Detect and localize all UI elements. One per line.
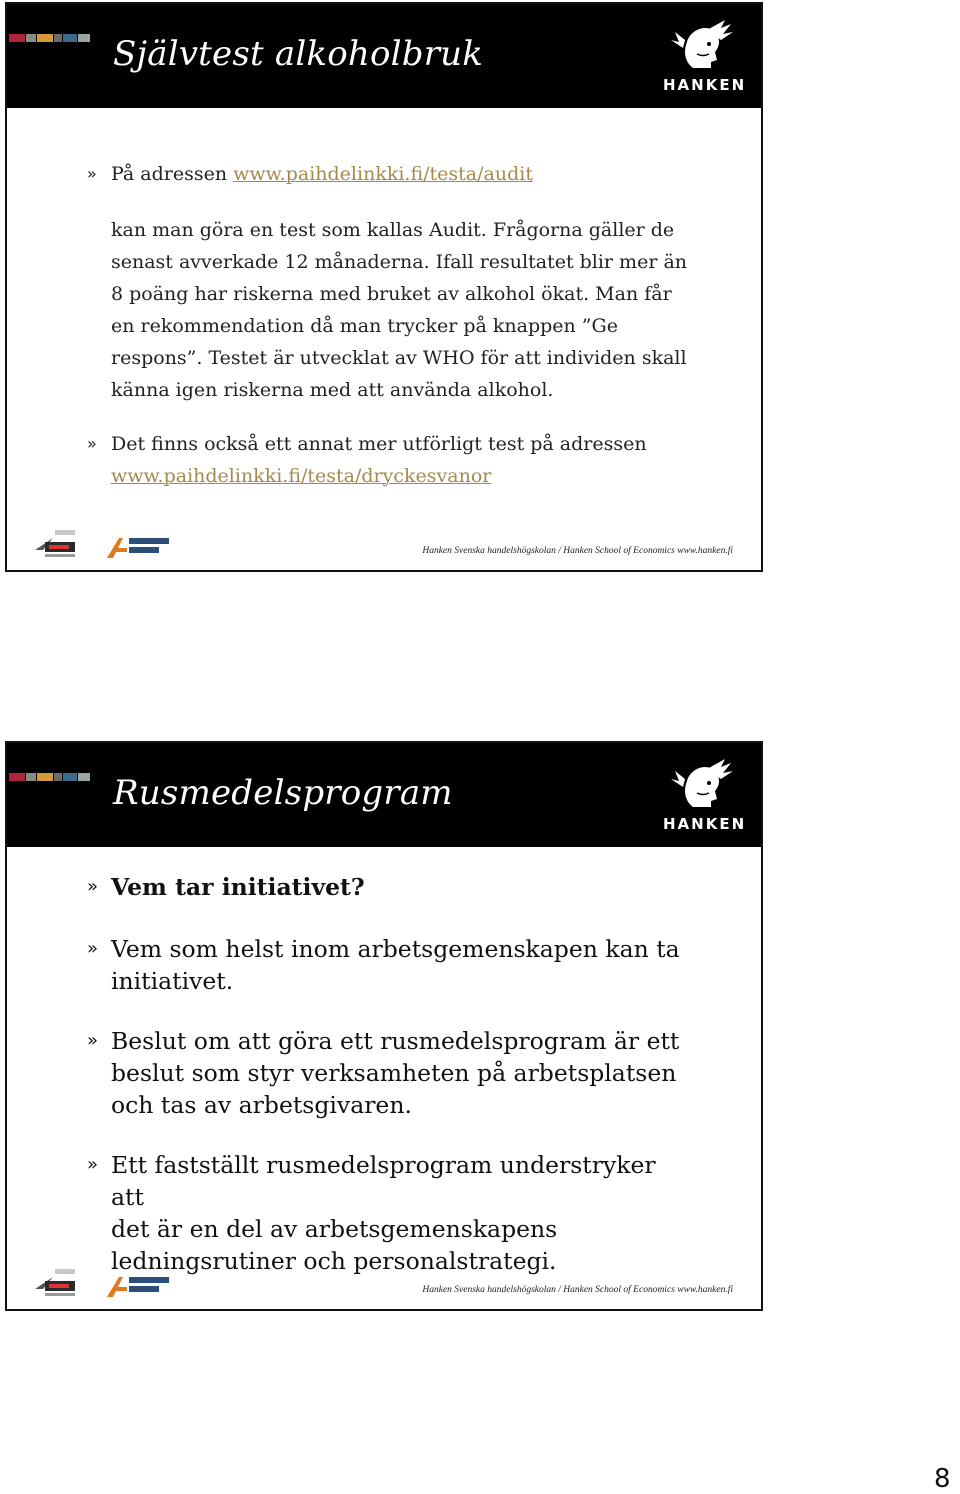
slide-body [7, 847, 761, 1309]
audit-paragraph [87, 214, 687, 406]
slide-self-test [5, 2, 763, 572]
bullet-prefix: På adressen [111, 163, 234, 185]
bullet-glyph: » [87, 876, 99, 897]
bullet-initiative [87, 933, 687, 997]
bullet-audit [87, 158, 687, 190]
audit-link[interactable]: www.paihdelinkki.fi/testa/audit [233, 163, 533, 185]
bullet-line: beslut som styr verksamheten på arbetsplatsen [111, 1059, 677, 1087]
equis-accreditation-icon [33, 528, 81, 564]
slide-body [7, 108, 761, 570]
paragraph-line: kan man göra en test som kallas Audit. Frågorna gäller de [111, 219, 675, 241]
amba-accreditation-icon [105, 534, 173, 560]
bullet-line: Vem som helst inom arbetsgemenskapen kan ta [111, 935, 680, 963]
equis-accreditation-icon [33, 1267, 81, 1303]
slide-title: Rusmedelsprogram [113, 773, 453, 813]
bullet-line: Ett fastställt rusmedelsprogram understryker att [111, 1151, 656, 1211]
color-strip [9, 773, 91, 781]
slide-rusmedelsprogram [5, 741, 763, 1311]
page-number: 8 [934, 1464, 951, 1494]
dryckesvanor-link[interactable]: www.paihdelinkki.fi/testa/dryckesvanor [111, 465, 492, 487]
bullet-dryckesvanor [87, 428, 687, 492]
slide-footer [7, 1265, 761, 1309]
mercury-head-icon [663, 16, 743, 76]
slide-header [7, 4, 761, 108]
paragraph-line: 8 poäng har riskerna med bruket av alkohol ökat. Man får [111, 283, 672, 305]
bullet-line: Beslut om att göra ett rusmedelsprogram är ett [111, 1027, 680, 1055]
logo-wordmark: HANKEN [663, 815, 747, 833]
bullet-decision [87, 1025, 687, 1121]
slide-header [7, 743, 761, 847]
bullet-heading-text: Vem tar initiativet? [111, 873, 365, 901]
bullet-line: initiativet. [111, 967, 234, 995]
bullet-line: det är en del av arbetsgemenskapens [111, 1215, 558, 1243]
bullet-heading [87, 871, 687, 903]
bullet-glyph: » [87, 938, 99, 959]
bullet-text: Det finns också ett annat mer utförligt test på adressen [111, 433, 647, 455]
color-strip [9, 34, 91, 42]
slide-title: Självtest alkoholbruk [113, 34, 484, 74]
hanken-logo [663, 16, 747, 96]
bullet-glyph: » [87, 164, 97, 183]
bullet-strategy [87, 1149, 687, 1277]
paragraph-line: en rekommendation då man trycker på knappen ”Ge [111, 315, 618, 337]
paragraph-line: känna igen riskerna med att använda alkohol. [111, 379, 554, 401]
bullet-glyph: » [87, 1154, 99, 1175]
footer-text: Hanken Svenska handelshögskolan / Hanken School of Economics www.hanken.fi [422, 1285, 733, 1295]
bullet-glyph: » [87, 434, 97, 453]
paragraph-line: senast avverkade 12 månaderna. Ifall resultatet blir mer än [111, 251, 688, 273]
paragraph-line: respons”. Testet är utvecklat av WHO för att individen skall [111, 347, 687, 369]
bullet-line: ledningsrutiner och personalstrategi. [111, 1247, 557, 1275]
slide-footer [7, 526, 761, 570]
amba-accreditation-icon [105, 1273, 173, 1299]
mercury-head-icon [663, 755, 743, 815]
footer-text: Hanken Svenska handelshögskolan / Hanken School of Economics www.hanken.fi [422, 546, 733, 556]
logo-wordmark: HANKEN [663, 76, 747, 94]
bullet-line: och tas av arbetsgivaren. [111, 1091, 412, 1119]
hanken-logo [663, 755, 747, 835]
bullet-glyph: » [87, 1030, 99, 1051]
